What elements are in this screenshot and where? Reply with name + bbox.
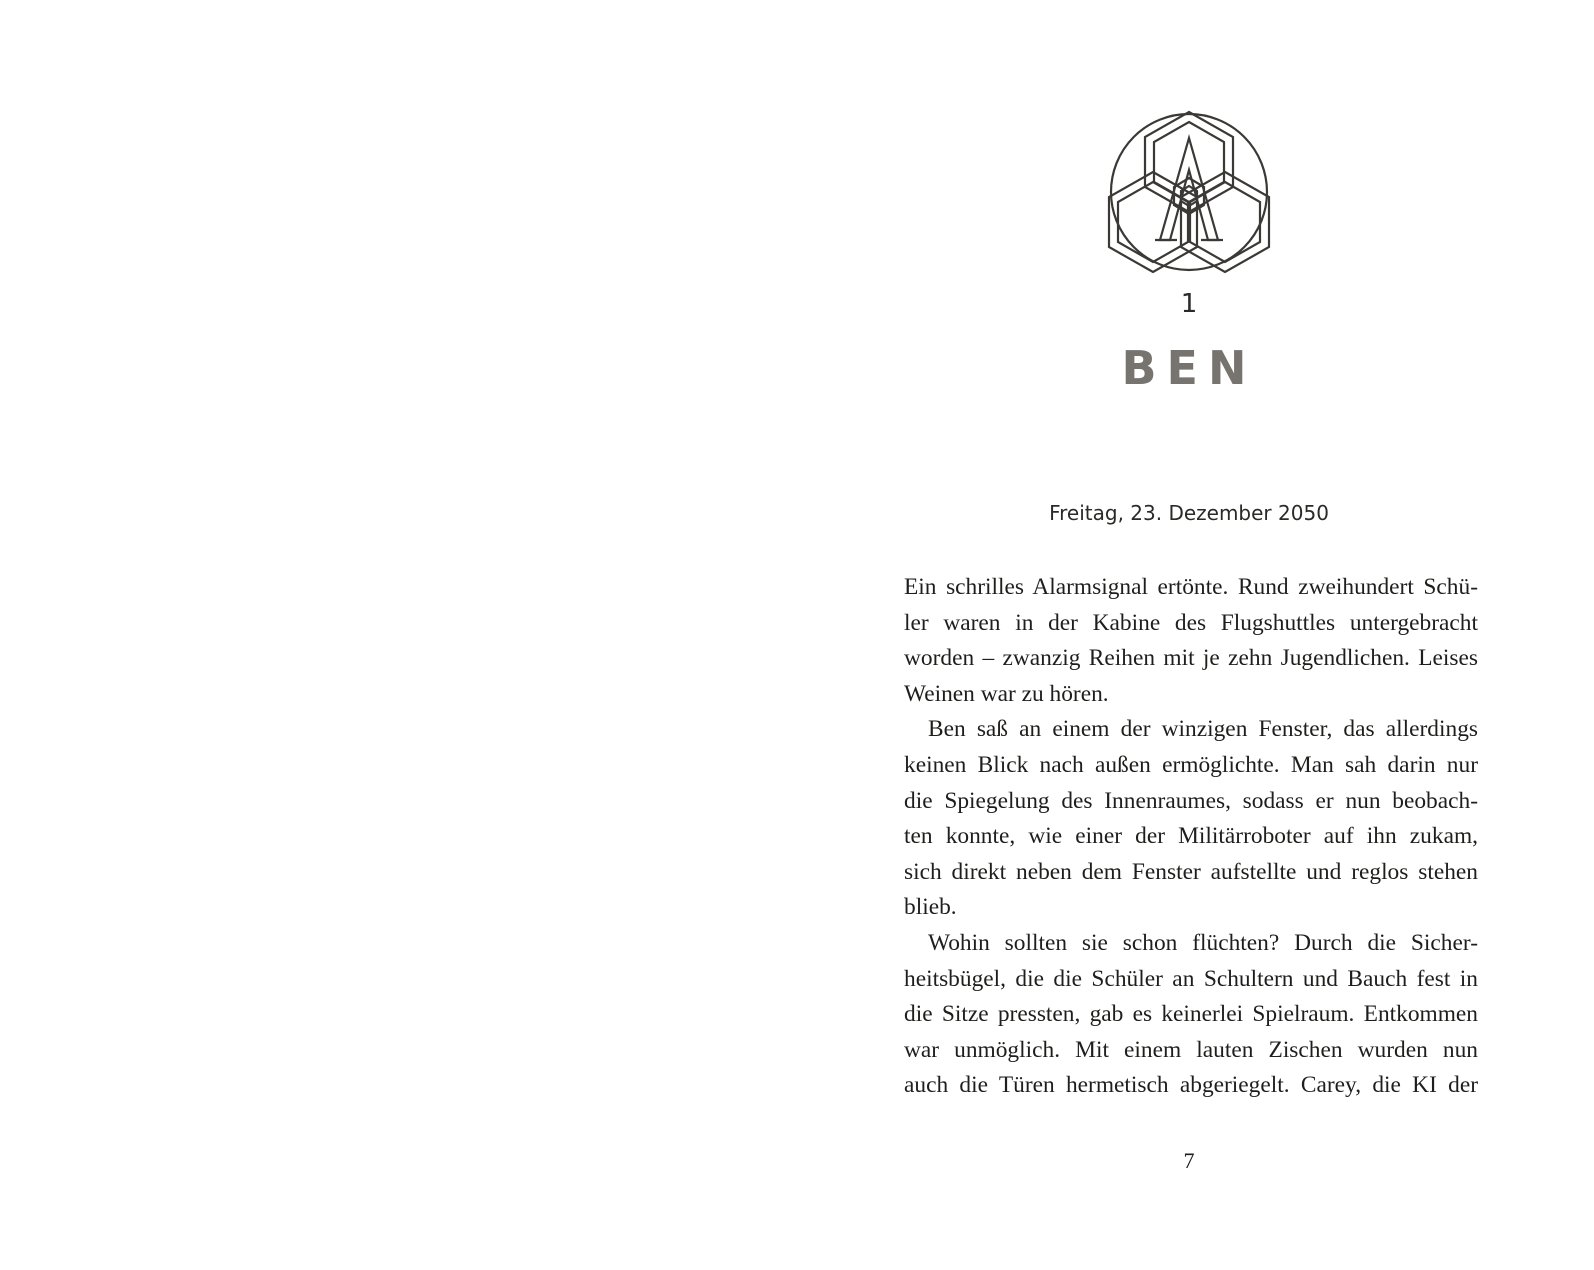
text-line: ler waren in der Kabine des Flugshuttles untergebracht	[904, 609, 1478, 636]
text-line: Weinen war zu hören.	[904, 680, 1109, 707]
paragraph	[904, 712, 1478, 926]
text-line: heitsbügel, die die Schüler an Schultern und Bauch fest in	[904, 965, 1478, 992]
text-line: keinen Blick nach außen ermöglichte. Man sah darin nur	[904, 751, 1478, 778]
text-line: Ben saß an einem der winzigen Fenster, das allerdings	[928, 716, 1478, 743]
page-number: 7	[1183, 1148, 1195, 1173]
text-line: ten konnte, wie einer der Militärroboter auf ihn zukam,	[904, 823, 1478, 850]
chapter-title	[1054, 344, 1324, 392]
text-line: worden – zwanzig Reihen mit je zehn Jugendlichen. Leises	[904, 645, 1478, 672]
text-line: blieb.	[904, 894, 957, 921]
hexagon-a-icon	[1105, 108, 1273, 276]
chapter-date: Freitag, 23. Dezember 2050	[1049, 501, 1329, 525]
chapter-number: 1	[1180, 289, 1198, 319]
text-line: die Spiegelung des Innenraumes, sodass er nun beobach-	[904, 787, 1478, 814]
text-line: auch die Türen hermetisch abgeriegelt. Carey, die KI der	[904, 1072, 1478, 1099]
text-line: war unmöglich. Mit einem lauten Zischen wurden nun	[904, 1036, 1478, 1063]
text-line: sich direkt neben dem Fenster aufstellte und reglos stehen	[904, 858, 1478, 885]
text-line: Wohin sollten sie schon flüchten? Durch die Sicher-	[928, 929, 1478, 956]
chapter-body-text	[904, 570, 1478, 1104]
text-line: Ein schrilles Alarmsignal ertönte. Rund zweihundert Schü-	[904, 574, 1478, 600]
paragraph	[904, 926, 1478, 1104]
text-line: die Sitze pressten, gab es keinerlei Spielraum. Entkommen	[904, 1001, 1478, 1028]
chapter-title-text: BEN	[1121, 344, 1257, 392]
paragraph	[904, 570, 1478, 712]
